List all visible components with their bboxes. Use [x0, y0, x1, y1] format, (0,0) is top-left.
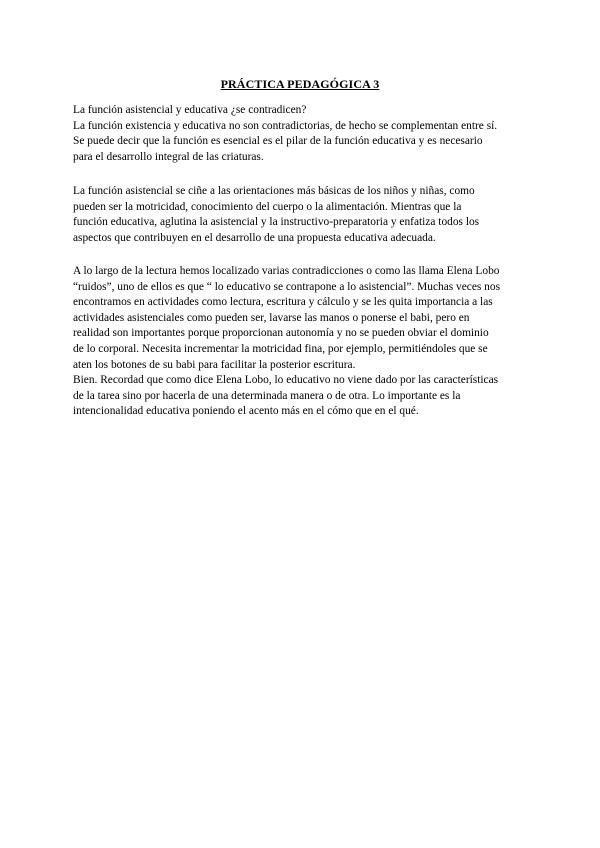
document-title: PRÁCTICA PEDAGÓGICA 3: [220, 77, 380, 91]
text-line: A lo largo de la lectura hemos localizado varias contradicciones o como las llama Elena Lobo: [73, 265, 500, 277]
text-line: pueden ser la motricidad, conocimiento del cuerpo o la alimentación. Mientras que la: [73, 200, 462, 213]
text-line: intencionalidad educativa poniendo el acento más en el cómo que en el qué.: [73, 405, 419, 418]
text-line: La función asistencial y educativa ¿se contradicen?: [73, 104, 307, 116]
text-line: función educativa, aglutina la asistencial y la instructivo-preparatoria y enfatiza todos los: [73, 216, 480, 229]
text-line: encontramos en actividades como lectura, escritura y cálculo y se les quita importancia a las: [73, 296, 493, 309]
text-line: “ruidos”, uno de ellos es que “ lo educativo se contrapone a lo asistencial”. Muchas veces nos: [73, 280, 501, 293]
text-line: La función existencia y educativa no son contradictorias, de hecho se complementan entre sí.: [73, 119, 498, 132]
text-line: de lo corporal. Necesita incrementar la motricidad fina, por ejemplo, permitiéndoles que se: [73, 342, 488, 355]
text-line: La función asistencial se ciñe a las orientaciones más básicas de los niños y niñas, como: [73, 185, 475, 197]
text-line: realidad son importantes porque proporcionan autonomía y no se pueden obviar el dominio: [73, 327, 489, 340]
paragraph-2: [73, 184, 533, 246]
text-line: aspectos que contribuyen en el desarrollo de una propuesta educativa adecuada.: [73, 231, 436, 244]
text-line: actividades asistenciales como pueden ser, lavarse las manos o ponerse el babi, pero en: [73, 311, 470, 324]
text-line: Bien. Recordad que como dice Elena Lobo, lo educativo no viene dado por las características: [73, 374, 499, 387]
paragraph-3: [73, 264, 533, 420]
text-line: de la tarea sino por hacerla de una determinada manera o de otra. Lo importante es la: [73, 389, 461, 402]
text-line: Se puede decir que la función es esencial es el pilar de la función educativa y es necesario: [73, 135, 483, 148]
text-line: para el desarrollo integral de las criaturas.: [73, 150, 264, 163]
paragraph-1: [73, 103, 533, 165]
text-line: aten los botones de su babi para facilitar la posterior escritura.: [73, 358, 356, 371]
